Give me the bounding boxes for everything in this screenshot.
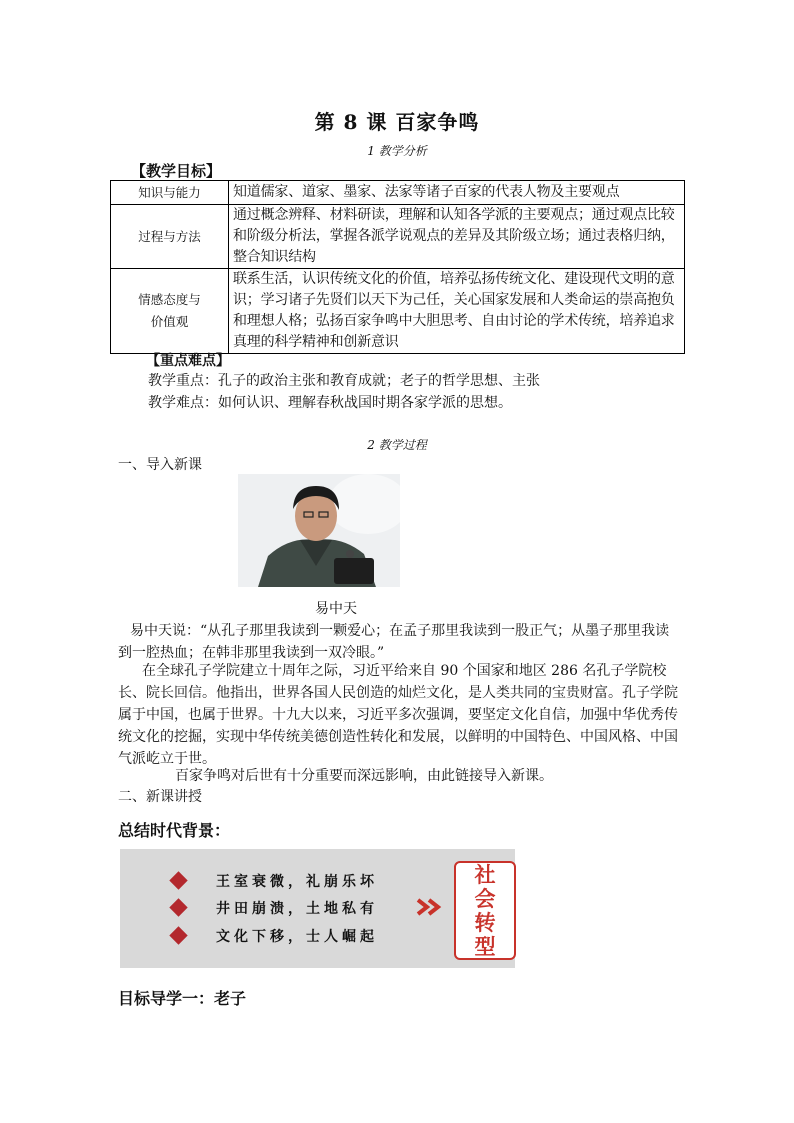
teaching-difficulty: 教学难点：如何认识、理解春秋战国时期各家学派的思想。 (148, 395, 512, 411)
row-label: 过程与方法 (111, 205, 229, 269)
tag-char: 社 (474, 862, 496, 887)
goals-table (110, 180, 685, 354)
row-text: 知道儒家、道家、墨家、法家等诸子百家的代表人物及主要观点 (229, 181, 685, 205)
intro-paragraph: 在全球孔子学院建立十周年之际，习近平给来自 90 个国家和地区 286 名孔子学院校长、院长回信。他指出，世界各国人民创造的灿烂文化，是人类共同的宝贵财富。孔子学院属于中国，也属于世界。十九大以来，习近平多次强调，要坚定文化自信，加强中华优秀传统文化的挖掘，实现中华传统美德创造性转化和发展，以鲜明的中国特色、中国风格、中国气派屹立于世。 (118, 663, 678, 767)
keypoints-heading: 【重点难点】 (146, 353, 230, 369)
section-heading-analysis: 1 教学分析 (367, 144, 427, 158)
banner-line: 文化下移，士人崛起 (216, 929, 378, 945)
portrait-photo (238, 474, 400, 587)
tag-char: 转 (474, 910, 496, 935)
teaching-focus: 教学重点：孔子的政治主张和教育成就；老子的哲学思想、主张 (148, 373, 540, 389)
intro-quote: 易中天说：“从孔子那里我读到一颗爱心；在孟子那里我读到一股正气；从墨子那里我读到一腔热血；在韩非那里我读到一双冷眼。” (118, 623, 670, 661)
diamond-bullet-icon (169, 926, 187, 944)
intro-heading: 一、导入新课 (118, 457, 202, 473)
row-text: 联系生活，认识传统文化的价值，培养弘扬传统文化、建设现代文明的意识；学习诸子先贤们以天下为己任，关心国家发展和人类命运的崇高抱负和理想人格；弘扬百家争鸣中大胆思考、自由讨论的学术传统，培养追求真理的科学精神和创新意识 (229, 269, 685, 354)
goal-one-heading: 目标导学一：老子 (118, 989, 247, 1008)
social-transformation-tag (454, 861, 516, 960)
row-label (111, 269, 229, 354)
goals-heading: 【教学目标】 (131, 162, 222, 180)
tag-char: 会 (474, 886, 496, 911)
intro-transition: 百家争鸣对后世有十分重要而深远影响，由此链接导入新课。 (175, 768, 553, 784)
row-text: 通过概念辨释、材料研读，理解和认知各学派的主要观点；通过观点比较和阶级分析法，掌握各派学说观点的差异及其阶级立场；通过表格归纳，整合知识结构 (229, 205, 685, 269)
newlesson-heading: 二、新课讲授 (118, 789, 202, 805)
banner-line: 王室衰微，礼崩乐坏 (216, 874, 378, 890)
row-label-text: 情感态度与价值观 (138, 292, 201, 329)
era-background-banner (120, 849, 515, 968)
background-title: 总结时代背景： (118, 821, 231, 840)
diamond-bullet-icon (169, 898, 187, 916)
table-row (111, 181, 685, 205)
diamond-bullet-icon (169, 871, 187, 889)
page-title: 第 8 课 百家争鸣 (314, 110, 480, 134)
tag-char: 型 (474, 934, 496, 959)
table-row (111, 205, 685, 269)
banner-line: 井田崩溃，土地私有 (216, 901, 378, 917)
double-chevron-right-icon (416, 898, 444, 916)
row-label: 知识与能力 (111, 181, 229, 205)
section-heading-process: 2 教学过程 (367, 438, 427, 452)
photo-caption: 易中天 (315, 601, 357, 617)
table-row (111, 269, 685, 354)
